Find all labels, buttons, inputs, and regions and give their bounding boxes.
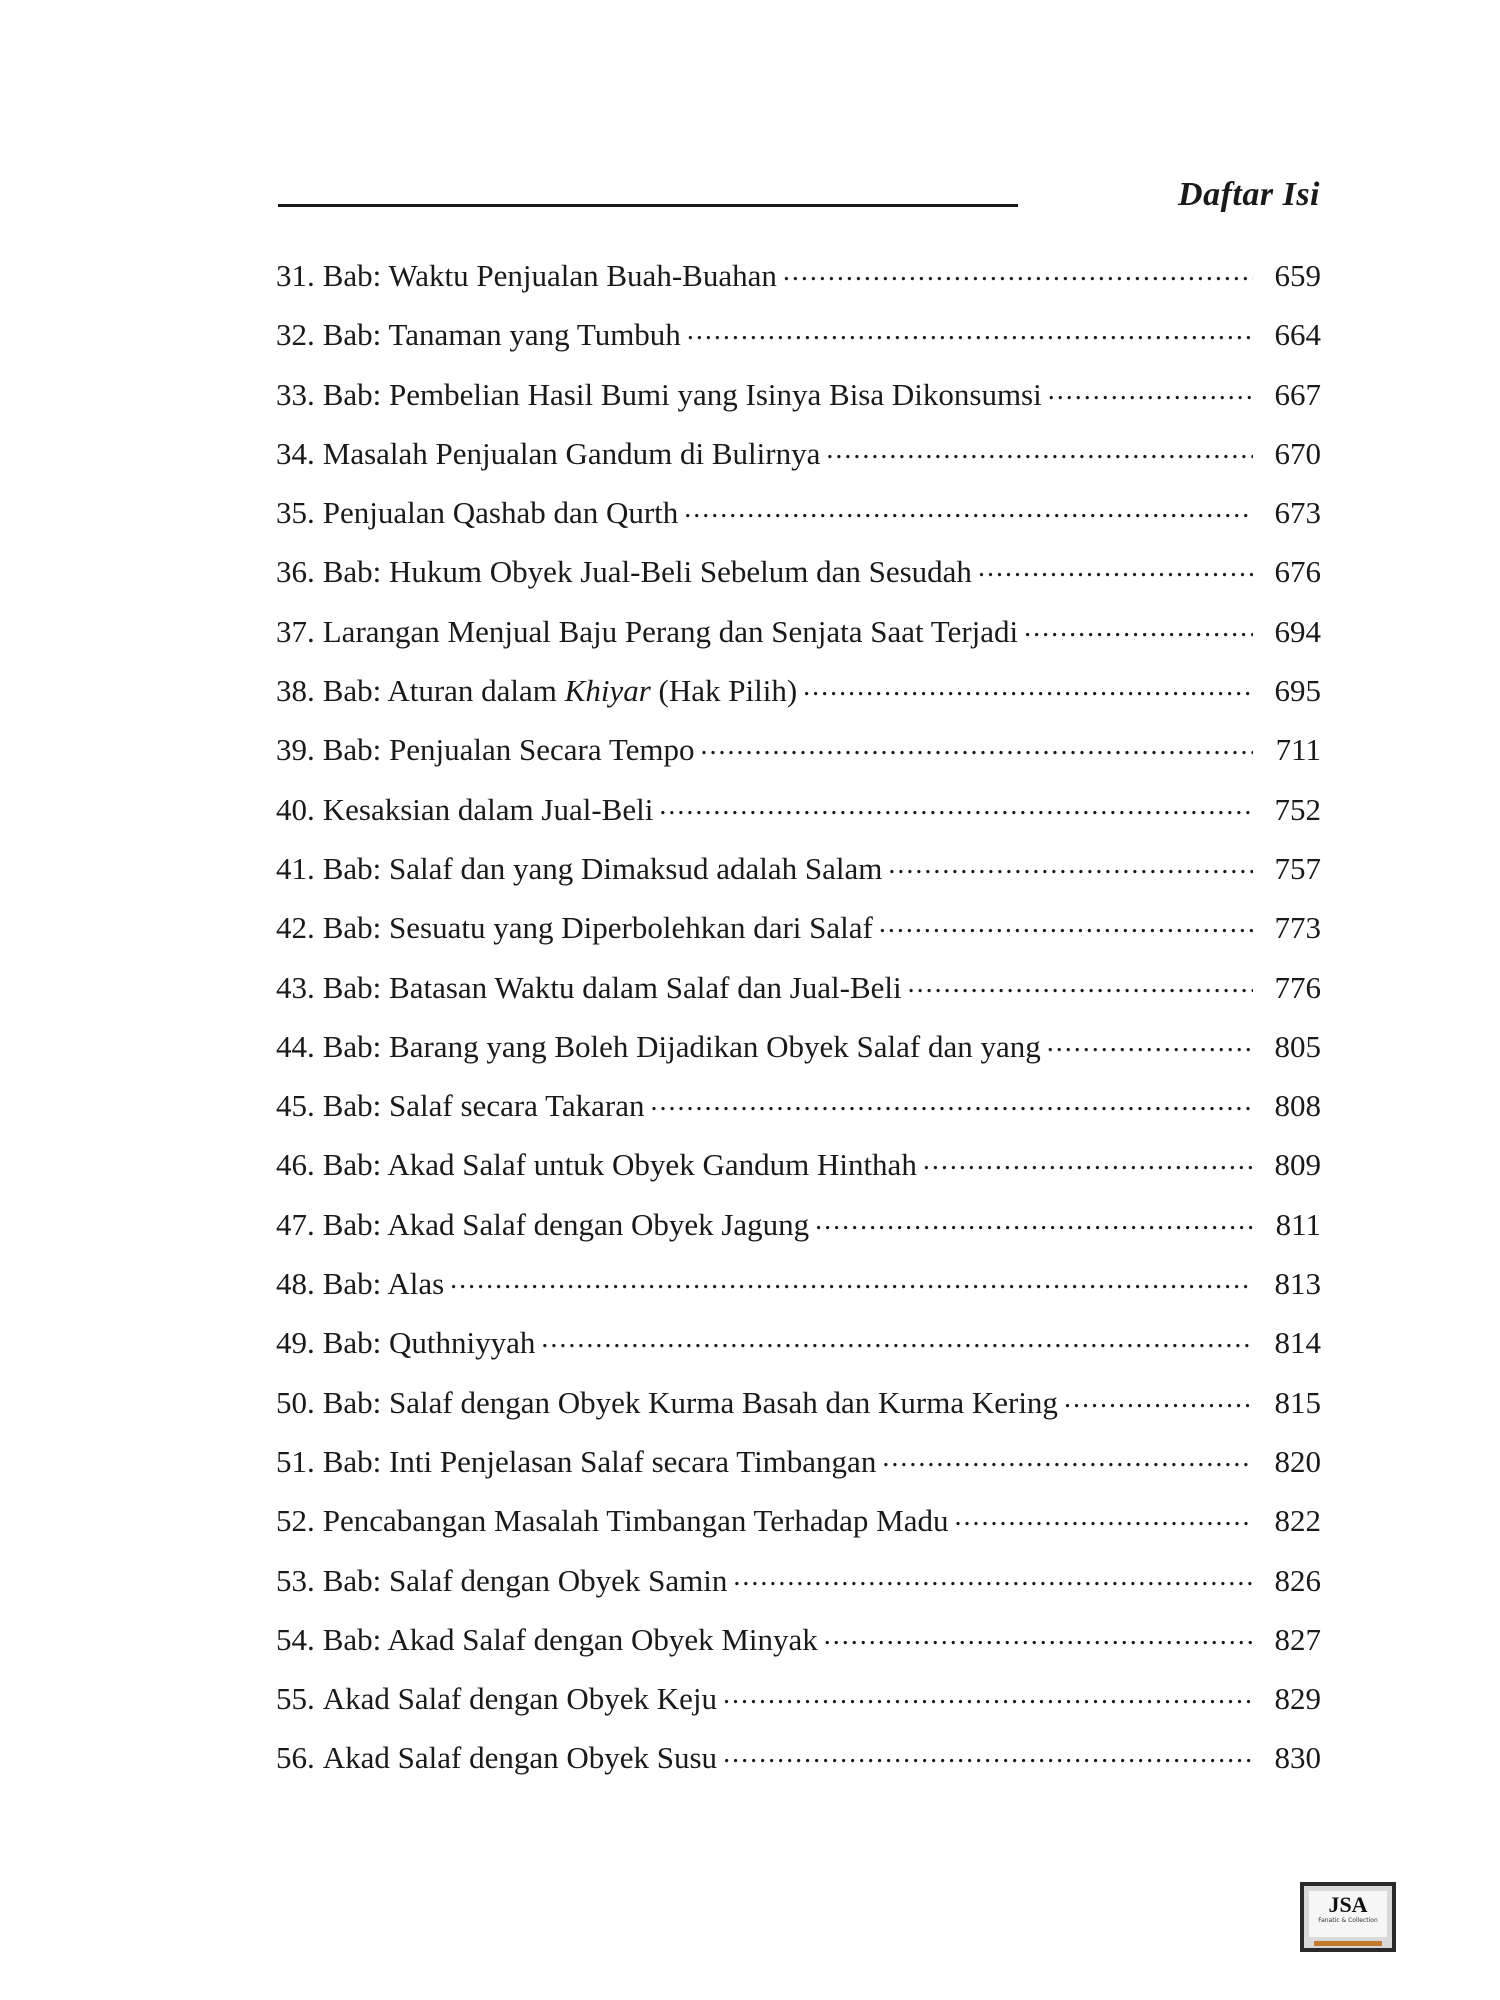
toc-entry	[276, 1737, 1321, 1796]
entry-title: Bab: Akad Salaf untuk Obyek Gandum Hinthah	[322, 1147, 917, 1183]
dot-leader	[541, 1322, 1253, 1353]
dot-leader	[1047, 1026, 1253, 1057]
entry-number: 44.	[276, 1028, 315, 1064]
entry-title: Pencabangan Masalah Timbangan Terhadap Madu	[322, 1503, 949, 1539]
stamp-subtitle: Fanatic & Collection	[1318, 1917, 1378, 1924]
toc-entry	[276, 492, 1321, 551]
running-title: Daftar Isi	[1178, 176, 1320, 213]
toc-entry	[276, 789, 1321, 848]
entry-title: Larangan Menjual Baju Perang dan Senjata Saat Terjadi	[322, 613, 1019, 649]
entry-title: Bab: Akad Salaf dengan Obyek Jagung	[322, 1206, 810, 1242]
toc-entry	[276, 729, 1321, 788]
entry-title-italic-term: Khiyar	[564, 673, 651, 709]
entry-title: Bab: Tanaman yang Tumbuh	[322, 317, 681, 353]
entry-number: 41.	[276, 850, 315, 886]
dot-leader	[826, 433, 1253, 464]
entry-number: 43.	[276, 969, 315, 1005]
entry-title	[323, 673, 797, 709]
entry-number: 49.	[276, 1325, 315, 1361]
entry-title: Bab: Alas	[322, 1266, 445, 1302]
toc-entry	[276, 1678, 1321, 1737]
entry-page-number: 808	[1274, 1088, 1321, 1124]
toc-entry	[276, 551, 1321, 610]
dot-leader	[908, 967, 1253, 998]
entry-number: 35.	[276, 495, 315, 531]
entry-number: 45.	[276, 1088, 315, 1124]
toc-entry	[276, 1144, 1321, 1203]
entry-title-part: Bab: Aturan dalam	[322, 673, 565, 709]
dot-leader	[1064, 1382, 1253, 1413]
entry-page-number: 830	[1274, 1740, 1321, 1776]
entry-page-number: 822	[1274, 1503, 1321, 1539]
entry-page-number: 676	[1274, 554, 1321, 590]
entry-page-number: 814	[1274, 1325, 1321, 1361]
toc-entry	[276, 1382, 1321, 1441]
entry-title: Masalah Penjualan Gandum di Bulirnya	[322, 435, 821, 471]
entry-page-number: 805	[1274, 1028, 1321, 1064]
dot-leader	[650, 1085, 1253, 1116]
entry-page-number: 757	[1274, 850, 1321, 886]
entry-number: 53.	[276, 1562, 315, 1598]
dot-leader	[882, 1441, 1253, 1472]
entry-title: Bab: Batasan Waktu dalam Salaf dan Jual-Beli	[322, 969, 902, 1005]
dot-leader	[450, 1263, 1253, 1294]
entry-number: 42.	[276, 910, 315, 946]
entry-title: Bab: Salaf dengan Obyek Samin	[322, 1562, 728, 1598]
entry-title: Akad Salaf dengan Obyek Keju	[322, 1681, 718, 1717]
entry-page-number: 820	[1274, 1443, 1321, 1479]
entry-page-number: 773	[1274, 910, 1321, 946]
dot-leader	[700, 729, 1253, 760]
dot-leader	[684, 492, 1253, 523]
toc-entry	[276, 967, 1321, 1026]
entry-number: 55.	[276, 1681, 315, 1717]
entry-page-number: 673	[1274, 495, 1321, 531]
entry-title: Bab: Sesuatu yang Diperbolehkan dari Salaf	[322, 910, 873, 946]
entry-page-number: 826	[1274, 1562, 1321, 1598]
dot-leader	[1024, 611, 1253, 642]
dot-leader	[888, 848, 1253, 879]
entry-number: 33.	[276, 376, 315, 412]
toc-entry	[276, 1441, 1321, 1500]
dot-leader	[803, 670, 1253, 701]
entry-page-number: 829	[1274, 1681, 1321, 1717]
entry-number: 37.	[276, 613, 315, 649]
stamp-label: JSA	[1328, 1892, 1368, 1917]
entry-title: Penjualan Qashab dan Qurth	[322, 495, 679, 531]
dot-leader	[723, 1737, 1253, 1768]
entry-title: Bab: Penjualan Secara Tempo	[322, 732, 695, 768]
toc-entry	[276, 255, 1321, 314]
entry-page-number: 695	[1274, 673, 1321, 709]
entry-number: 36.	[276, 554, 315, 590]
toc-entry	[276, 1263, 1321, 1322]
entry-title: Bab: Barang yang Boleh Dijadikan Obyek Salaf dan yang	[322, 1028, 1041, 1064]
dot-leader	[659, 789, 1253, 820]
dot-leader	[954, 1500, 1253, 1531]
stamp-base	[1314, 1941, 1382, 1946]
page-header	[278, 168, 1320, 228]
toc-entry	[276, 848, 1321, 907]
toc-entry	[276, 374, 1321, 433]
entry-number: 38.	[276, 673, 315, 709]
entry-title: Bab: Quthniyyah	[322, 1325, 536, 1361]
entry-number: 54.	[276, 1621, 315, 1657]
entry-title: Bab: Akad Salaf dengan Obyek Minyak	[322, 1621, 818, 1657]
entry-page-number: 667	[1274, 376, 1321, 412]
dot-leader	[723, 1678, 1253, 1709]
entry-page-number: 694	[1274, 613, 1321, 649]
entry-title: Bab: Salaf dan yang Dimaksud adalah Salam	[322, 850, 883, 886]
dot-leader	[783, 255, 1253, 286]
entry-page-number: 827	[1274, 1621, 1321, 1657]
toc-entry	[276, 1322, 1321, 1381]
toc-entry	[276, 670, 1321, 729]
entry-number: 52.	[276, 1503, 315, 1539]
dot-leader	[687, 314, 1253, 345]
header-rule	[278, 204, 1018, 207]
toc-entry	[276, 1560, 1321, 1619]
entry-number: 31.	[276, 258, 315, 293]
entry-page-number: 670	[1274, 435, 1321, 471]
entry-number: 47.	[276, 1206, 315, 1242]
entry-number: 46.	[276, 1147, 315, 1183]
entry-number: 40.	[276, 791, 315, 827]
entry-number: 48.	[276, 1266, 315, 1302]
toc-entry	[276, 314, 1321, 373]
jsa-logo-stamp	[1300, 1882, 1396, 1952]
entry-number: 34.	[276, 435, 315, 471]
entry-page-number: 752	[1274, 791, 1321, 827]
toc-entry	[276, 1085, 1321, 1144]
entry-title: Bab: Salaf secara Takaran	[322, 1088, 645, 1124]
toc-entry	[276, 611, 1321, 670]
entry-page-number: 659	[1274, 258, 1321, 293]
toc-entry	[276, 1026, 1321, 1085]
toc-entry	[276, 1619, 1321, 1678]
dot-leader	[824, 1619, 1253, 1650]
entry-page-number: 813	[1274, 1266, 1321, 1302]
entry-title: Bab: Hukum Obyek Jual-Beli Sebelum dan Sesudah	[322, 554, 972, 590]
entry-page-number: 776	[1274, 969, 1321, 1005]
entry-number: 56.	[276, 1740, 315, 1776]
dot-leader	[978, 551, 1253, 582]
entry-page-number: 664	[1274, 317, 1321, 353]
entry-title: Bab: Inti Penjelasan Salaf secara Timbangan	[322, 1443, 877, 1479]
entry-number: 50.	[276, 1384, 315, 1420]
entry-page-number: 815	[1274, 1384, 1321, 1420]
toc-entry	[276, 1204, 1321, 1263]
entry-page-number: 811	[1275, 1206, 1321, 1242]
dot-leader	[923, 1144, 1253, 1175]
entry-title: Kesaksian dalam Jual-Beli	[322, 791, 654, 827]
toc-entry	[276, 907, 1321, 966]
table-of-contents	[276, 255, 1321, 1797]
entry-page-number: 711	[1275, 732, 1321, 768]
entry-title: Bab: Waktu Penjualan Buah-Buahan	[322, 258, 777, 293]
entry-title: Bab: Salaf dengan Obyek Kurma Basah dan Kurma Kering	[322, 1384, 1058, 1420]
dot-leader	[733, 1560, 1253, 1591]
toc-entry	[276, 1500, 1321, 1559]
entry-title: Akad Salaf dengan Obyek Susu	[322, 1740, 718, 1776]
dot-leader	[1048, 374, 1253, 405]
toc-entry	[276, 433, 1321, 492]
entry-title-part: (Hak Pilih)	[650, 673, 798, 709]
entry-title: Bab: Pembelian Hasil Bumi yang Isinya Bisa Dikonsumsi	[322, 376, 1042, 412]
entry-number: 32.	[276, 317, 315, 353]
dot-leader	[815, 1204, 1253, 1235]
entry-page-number: 809	[1274, 1147, 1321, 1183]
entry-number: 51.	[276, 1443, 315, 1479]
entry-number: 39.	[276, 732, 315, 768]
stamp-screen	[1309, 1891, 1387, 1937]
dot-leader	[879, 907, 1253, 938]
